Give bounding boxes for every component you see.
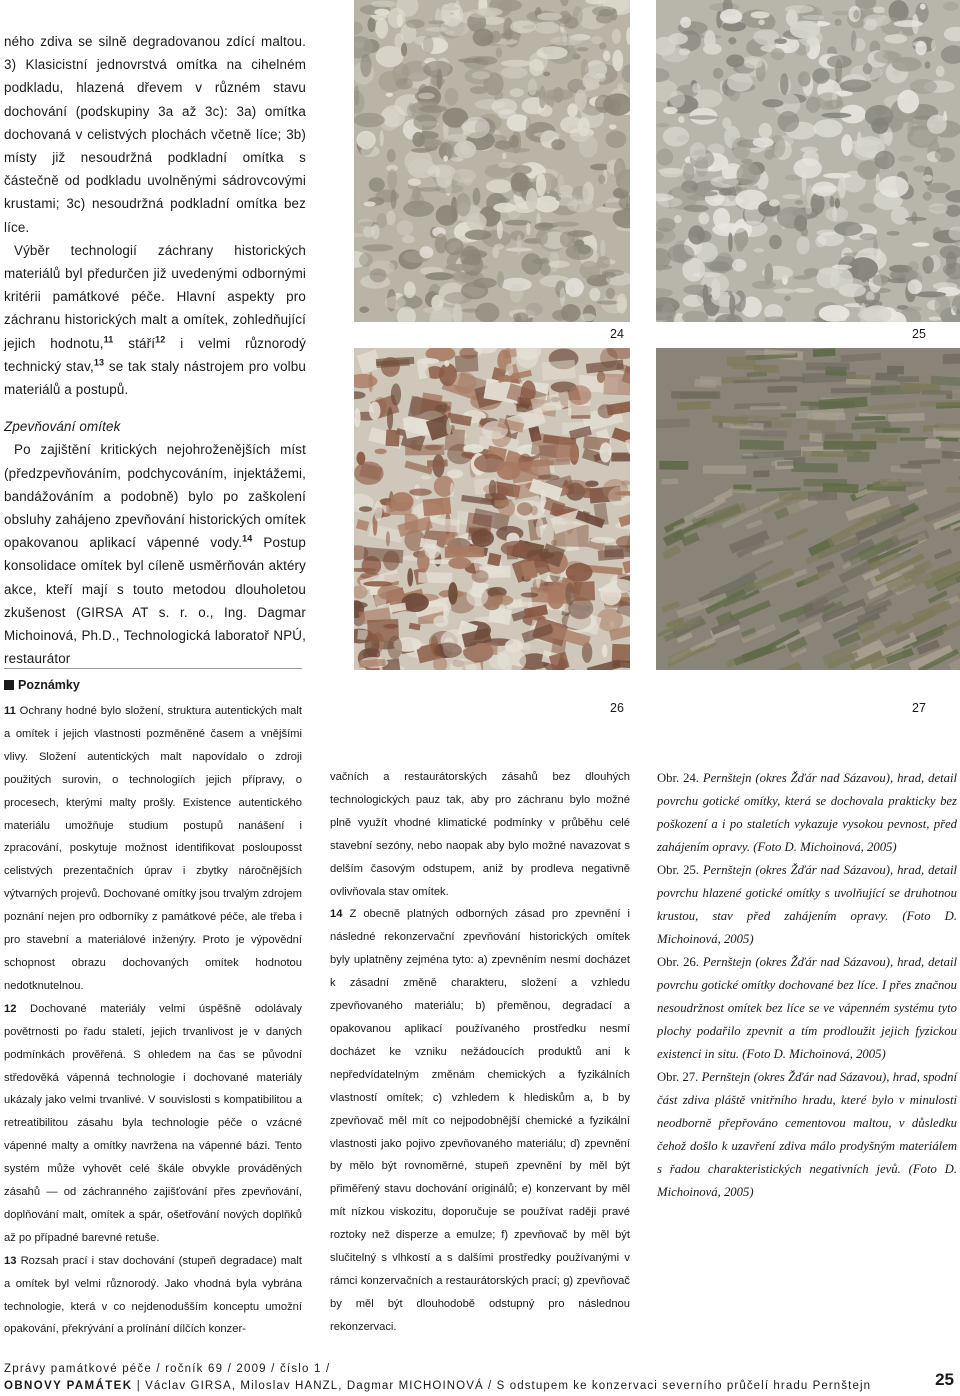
body-paragraph-3 <box>4 438 306 670</box>
footnote-ref-13[interactable]: 13 <box>93 357 105 368</box>
caption-label-27: Obr. 27. <box>657 1070 699 1084</box>
figure-captions <box>657 767 957 1204</box>
footer-journal-info: Zprávy památkové péče / ročník 69 / 2009 / číslo 1 / <box>4 1363 331 1375</box>
photo-26 <box>354 348 630 670</box>
notes-heading <box>4 678 80 692</box>
caption-25 <box>657 859 957 951</box>
photo-number-25: 25 <box>912 327 926 341</box>
photo-24 <box>354 0 630 322</box>
footnote-ref-14[interactable]: 14 <box>242 533 253 544</box>
caption-text-26: Pernštejn (okres Žďár nad Sázavou), hrad, detail povrchu gotické omítky dochované bez líce. I přes značnou nesoudržnost omítek bez líce se ve vápenném systému tyto plochy podařilo zpevnit a tím prodloužit jejich fyzickou existenci in situ. (Foto D. Michoinová, 2005) <box>657 955 958 1061</box>
body-paragraph-1: ného zdiva se silně degradovanou zdící maltou. 3) Klasicistní jednovrstvá omítka na cihelném podkladu, hlazená dřevem v různém stavu dochování (podskupiny 3a až 3c): 3a) omítka dochovaná v celistvých plochách včetně líce; 3b) místy již nesoudržná podkladní omítka s částečně od podkladu uvolněnými sádrovcovými krustami; 3c) nesoudržná podkladní omítka bez líce. <box>4 34 306 235</box>
body-paragraph-2 <box>4 239 306 401</box>
photo-number-26: 26 <box>610 701 624 715</box>
note-text-14: Z obecně platných odborných zásad pro zpevnění i následné rekonzervační zpevňování historických omítek byly uplatněny zejména tyto: a) zpevněním nesmí docházet k zásadní změně charakteru, složení a vzhledu zpevňovaného materiálu; b) přeměnou, degradací a opakovanou aplikací používaného prostředku nesmí docházet ke vzniku nežádoucích produktů ani k nepředvídatelným změnám chemických a fyzikálních vlastností omítek; c) vzhledem k hlediskům a, b by zpevňovač měl mít co nejpodobnější chemické a fyzikální vlastnosti jako pojivo zpevňovaného materiálu; d) zpevnění by mělo být rovnoměrné, stupeň zpevnění by měl být přiměřený stavu dochování originálů; e) konzervant by měl mít nízkou viskozitu, doporučuje se používat raději pravé roztoky než disperze a emulze; f) zpevňovač by měl být slučitelný s vlhkostí a s dalšími prostředky používanými v rámci konzervačních a restaurátorských prací; g) zpevňovač by měl být dlouhodobě odstupný pro následnou rekonzervaci. <box>330 908 630 1333</box>
footnote-ref-11[interactable]: 11 <box>103 334 114 345</box>
note-text-12: Dochované materiály velmi úspěšně odolávaly povětrnosti po řadu staletí, jejich trvanlivost je v daných podmínkách prověřená. S ohledem na čas se původní středověká vápenná technologie i dochované materiály ukázaly jako velmi trvanlivé. V souvislosti s kompatibilitou a retreatibilitou zásahu byla technologie péče o vzácné vápenné malty a omítky navržena na vápenné bázi. Tento systém může vyhovět celé škále obvykle prováděných zásahů — od záchranného zajišťování přes zpevňování, doplňování malt, omítek a spár, ošetřování nových doplňků až po případné barevné retuše. <box>4 1002 302 1244</box>
page-number: 25 <box>935 1370 954 1389</box>
footer-separator: | <box>136 1380 141 1392</box>
main-text-column <box>4 30 306 670</box>
note-13 <box>4 1250 302 1342</box>
caption-label-24: Obr. 24. <box>657 771 699 785</box>
body-paragraph-3-b: Postup konsolidace omítek byl cíleně usměrňován aktéry akce, kteří mají s touto metodou dlouholetou zkušenost (GIRSA AT s. r. o., Ing. Dagmar Michoinová, Ph.D., Technologická laboratoř NPÚ, restaurátor <box>4 535 306 667</box>
photo-25 <box>656 0 960 322</box>
note-11 <box>4 700 302 998</box>
body-paragraph-2-b: stáří <box>113 335 156 351</box>
note-13-continued: vačních a restaurátorských zásahů bez dlouhých technologických pauz tak, aby pro záchranu bylo možné plně využít vhodné klimatické podmínky v průběhu celé stavební sezóny, nebo naopak aby bylo možné navazovat s delším časovým odstupem, aniž by prodleva negativně ovlivňovala stav omítek. <box>330 771 630 898</box>
body-paragraph-2-c: i velmi různorodý technický stav, <box>4 335 306 374</box>
notes-column-1 <box>4 700 302 1341</box>
note-text-11: Ochrany hodné bylo složení, struktura autentických malt a omítek i jejich vlastnosti pozměněné časem a vnějšími vlivy. Složení autentických malt napovídalo o zdroji použitých surovin, o technologiích jejich přípravy, o procesech, kterými malty prošly. Existence autentického materiálu umožňuje studium postupů nanášení i zpracování, poskytuje možnost identifikovat poslouposst celistvých prezentačních úprav i zbytky náročnějších výtvarných projevů. Dochované omítky jsou trvalým zdrojem poznání nejen pro odborníky z památkové péče, ale třeba i pro stavební a materiálové inženýry. Proto je výpovědní schopnost obrazu dochovaných omítek hodnotou nedotknutelnou. <box>4 705 302 992</box>
body-paragraph-2-a: Výběr technologií záchrany historických materiálů byl předurčen již uvedenými odbornými kritérii památkové péče. Hlavní aspekty pro záchranu historických malt a omítek, zohledňující jejich hodnotu, <box>4 242 306 351</box>
note-12 <box>4 998 302 1250</box>
note-number-11: 11 <box>4 705 16 717</box>
caption-label-25: Obr. 25. <box>657 863 699 877</box>
footnote-ref-12[interactable]: 12 <box>155 334 166 345</box>
section-heading: Zpevňování omítek <box>4 419 121 435</box>
photo-27 <box>656 348 960 670</box>
photo-number-24: 24 <box>610 327 624 341</box>
caption-text-27: Pernštejn (okres Žďár nad Sázavou), hrad, spodní část zdiva pláště vnitřního hradu, které bylo v minulosti neodborně přepřováno cementovou maltou, v důsledku čehož došlo k uzavření zdiva málo prodyšným materiálem s řadou charakteristických negativních jevů. (Foto D. Michoinová, 2005) <box>657 1070 957 1199</box>
caption-text-24: Pernštejn (okres Žďár nad Sázavou), hrad, detail povrchu gotické omítky, která se dochovala prakticky bez poškození a i po staletích vykazuje vysokou pevnost, před zahájením opravy. (Foto D. Michoinová, 2005) <box>657 771 958 854</box>
caption-24 <box>657 767 957 859</box>
body-paragraph-3-a: Po zajištění kritických nejohroženějších míst (předzpevňováním, podchycováním, injektážemi, bandážováním a podobně) bylo po zaškolení obsluhy zahájeno zpevňování historických omítek opakovanou aplikací vápenné vody. <box>4 442 306 551</box>
body-paragraph-2-d: se tak staly nástrojem pro volbu materiálů a postupů. <box>4 358 306 398</box>
caption-27 <box>657 1066 957 1204</box>
square-bullet-icon <box>4 680 14 690</box>
photo-number-27: 27 <box>912 701 926 715</box>
caption-text-25: Pernštejn (okres Žďár nad Sázavou), hrad, detail povrchu hlazené gotické omítky s uvolňující se druhotnou krustou, stav před zahájením opravy. (Foto D. Michoinová, 2005) <box>657 863 958 946</box>
caption-label-26: Obr. 26. <box>657 955 699 969</box>
note-number-13: 13 <box>4 1254 17 1267</box>
notes-divider <box>4 668 302 669</box>
note-14 <box>330 903 630 1338</box>
footer-authors-title: Václav GIRSA, Miloslav HANZL, Dagmar MICHOINOVÁ / S odstupem ke konzervaci severního průčelí hradu Pernštejn <box>145 1380 872 1392</box>
caption-26 <box>657 951 957 1066</box>
note-number-12: 12 <box>4 1002 17 1015</box>
footer-article-info <box>4 1380 871 1392</box>
notes-title: Poznámky <box>18 678 80 692</box>
note-text-13: Rozsah prací i stav dochování (stupeň degradace) malt a omítek byl velmi různorodý. Jako vhodná byla vybrána technologie, která v co nejdenodušším konceptu umožní opakování, překrývání a prolínání dílčích konzer- <box>4 1254 302 1336</box>
notes-column-2 <box>330 766 630 1339</box>
note-number-14: 14 <box>330 908 343 921</box>
footer-journal-name: OBNOVY PAMÁTEK <box>4 1380 133 1392</box>
